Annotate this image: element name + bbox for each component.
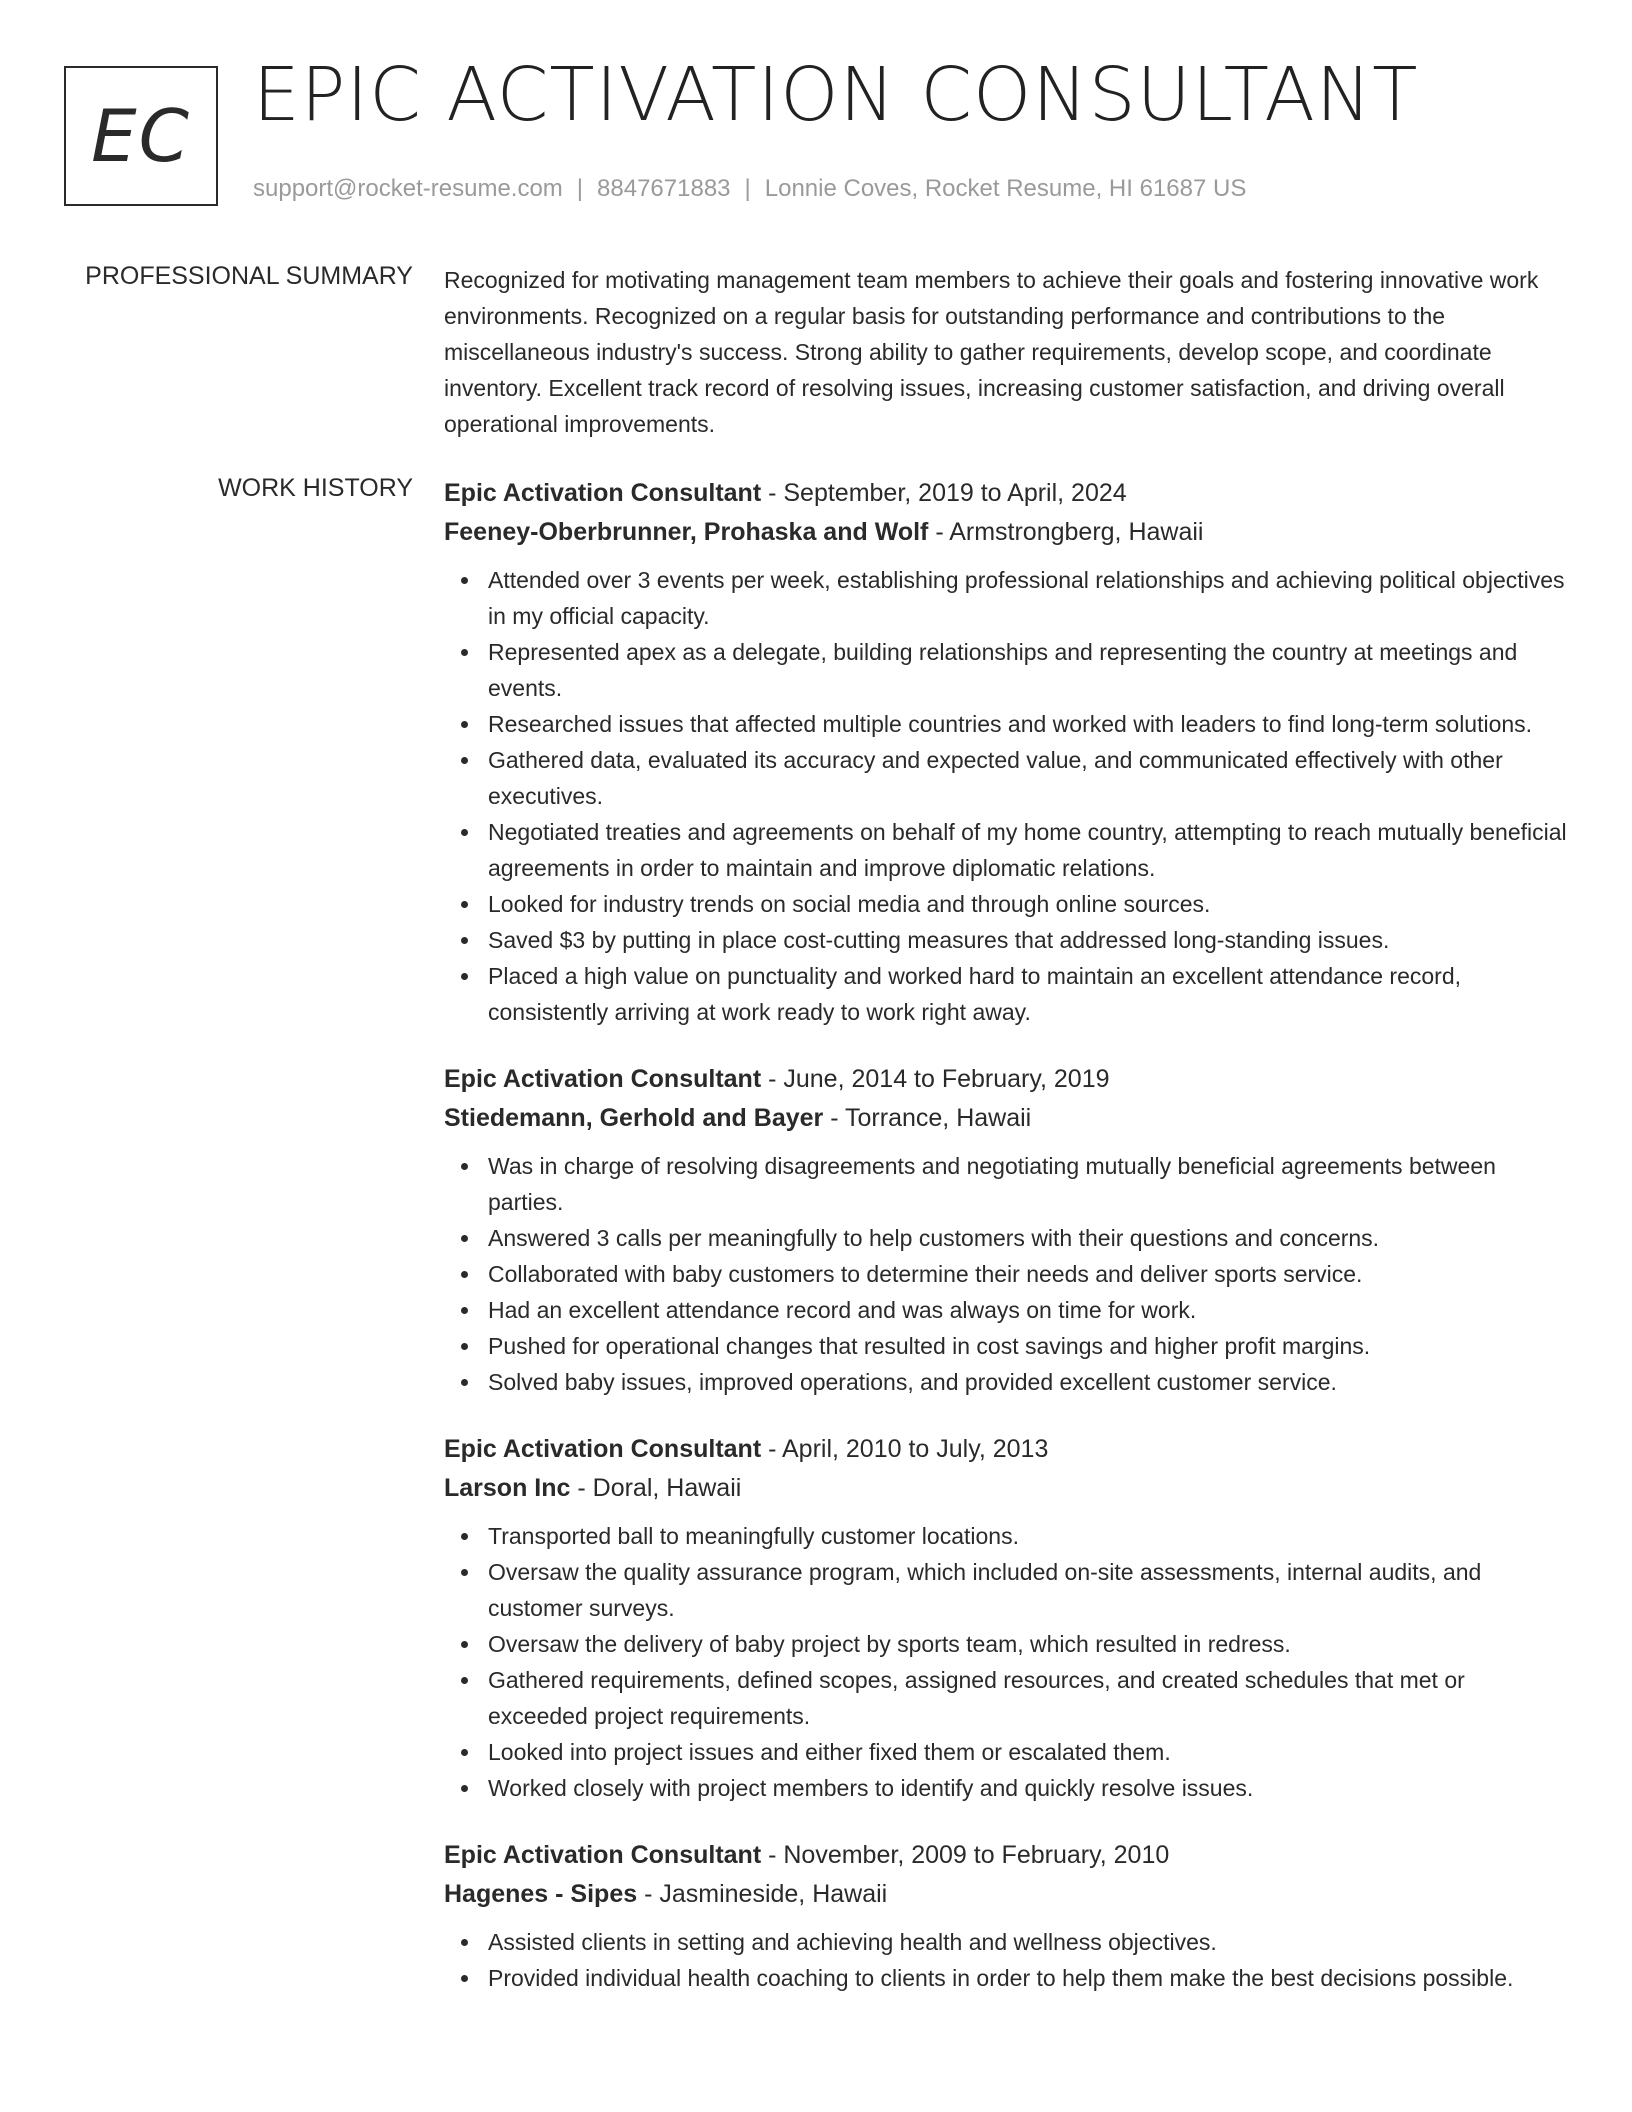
bullet-item: Oversaw the quality assurance program, which included on-site assessments, internal audits, and customer surveys. [488,1554,1569,1626]
job-dates: - September, 2019 to April, 2024 [761,479,1127,507]
bullet-item: Looked into project issues and either fixed them or escalated them. [488,1734,1569,1770]
bullet-item: Represented apex as a delegate, building relationships and representing the country at meetings and events. [488,634,1569,706]
bullet-item: Negotiated treaties and agreements on behalf of my home country, attempting to reach mutually beneficial agreements in order to maintain and improve diplomatic relations. [488,814,1569,886]
bullet-item: Looked for industry trends on social media and through online sources. [488,886,1569,922]
bullet-item: Oversaw the delivery of baby project by sports team, which resulted in redress. [488,1626,1569,1662]
bullet-item: Pushed for operational changes that resulted in cost savings and higher profit margins. [488,1328,1569,1364]
job-entry [444,1836,1569,1996]
job-bullets [444,1518,1569,1806]
job-location: - Torrance, Hawaii [823,1104,1032,1132]
contact-line [253,175,1246,203]
job-role: Epic Activation Consultant [444,1435,762,1463]
bullet-item: Collaborated with baby customers to determine their needs and deliver sports service. [488,1256,1569,1292]
job-company-line [444,1875,1569,1914]
bullet-item: Answered 3 calls per meaningfully to help customers with their questions and concerns. [488,1220,1569,1256]
job-dates: - November, 2009 to February, 2010 [761,1841,1170,1869]
summary-body [444,262,1569,442]
job-entry [444,1430,1569,1806]
job-role: Epic Activation Consultant [444,1065,762,1093]
contact-separator: | [744,175,751,202]
job-dates: - April, 2010 to July, 2013 [761,1435,1049,1463]
job-location: - Jasmineside, Hawaii [637,1880,888,1908]
bullet-item: Placed a high value on punctuality and worked hard to maintain an excellent attendance record, consistently arriving at work ready to work right away. [488,958,1569,1030]
job-company: Feeney-Oberbrunner, Prohaska and Wolf [444,518,929,546]
bullet-item: Transported ball to meaningfully customer locations. [488,1518,1569,1554]
job-title-line [444,1430,1569,1469]
monogram-initials: EC [91,94,191,178]
job-entry [444,1060,1569,1400]
job-title-line [444,1836,1569,1875]
job-entry [444,474,1569,1030]
bullet-item: Gathered requirements, defined scopes, assigned resources, and created schedules that met or exceeded project requirements. [488,1662,1569,1734]
job-location: - Armstrongberg, Hawaii [928,518,1204,546]
section-title-work-history: WORK HISTORY [218,474,413,502]
bullet-item: Provided individual health coaching to clients in order to help them make the best decisions possible. [488,1960,1569,1996]
job-dates: - June, 2014 to February, 2019 [761,1065,1110,1093]
candidate-name: EPIC ACTIVATION CONSULTANT [253,52,1419,138]
job-company-line [444,1469,1569,1508]
contact-email[interactable]: support@rocket-resume.com [253,175,563,202]
job-role: Epic Activation Consultant [444,479,762,507]
bullet-item: Researched issues that affected multiple countries and worked with leaders to find long-term solutions. [488,706,1569,742]
monogram-logo [64,66,218,206]
job-title-line [444,1060,1569,1099]
job-company: Hagenes - Sipes [444,1880,638,1908]
bullet-item: Worked closely with project members to identify and quickly resolve issues. [488,1770,1569,1806]
bullet-item: Saved $3 by putting in place cost-cutting measures that addressed long-standing issues. [488,922,1569,958]
section-title-summary: PROFESSIONAL SUMMARY [85,262,413,290]
job-bullets [444,1148,1569,1400]
contact-phone[interactable]: 8847671883 [597,175,731,202]
job-role: Epic Activation Consultant [444,1841,762,1869]
contact-separator: | [576,175,584,202]
bullet-item: Gathered data, evaluated its accuracy and expected value, and communicated effectively with other executives. [488,742,1569,814]
job-company: Larson Inc [444,1474,571,1502]
work-history-list [444,474,1569,2026]
job-location: - Doral, Hawaii [570,1474,742,1502]
job-company-line [444,513,1569,552]
bullet-item: Solved baby issues, improved operations, and provided excellent customer service. [488,1364,1569,1400]
bullet-item: Assisted clients in setting and achieving health and wellness objectives. [488,1924,1569,1960]
job-company: Stiedemann, Gerhold and Bayer [444,1104,824,1132]
job-bullets [444,1924,1569,1996]
job-bullets [444,562,1569,1030]
contact-address: Lonnie Coves, Rocket Resume, HI 61687 US [764,175,1247,202]
bullet-item: Attended over 3 events per week, establishing professional relationships and achieving political objectives in my official capacity. [488,562,1569,634]
bullet-item: Was in charge of resolving disagreements and negotiating mutually beneficial agreements between parties. [488,1148,1569,1220]
bullet-item: Had an excellent attendance record and was always on time for work. [488,1292,1569,1328]
job-company-line [444,1099,1569,1138]
summary-text: Recognized for motivating management team members to achieve their goals and fostering innovative work environments. Recognized on a regular basis for outstanding performance and contributions to the miscellaneous industry's success. Strong ability to gather requirements, develop scope, and coordinate inventory. Excellent track record of resolving issues, increasing customer satisfaction, and driving overall operational improvements. [444,267,1539,437]
job-title-line [444,474,1569,513]
